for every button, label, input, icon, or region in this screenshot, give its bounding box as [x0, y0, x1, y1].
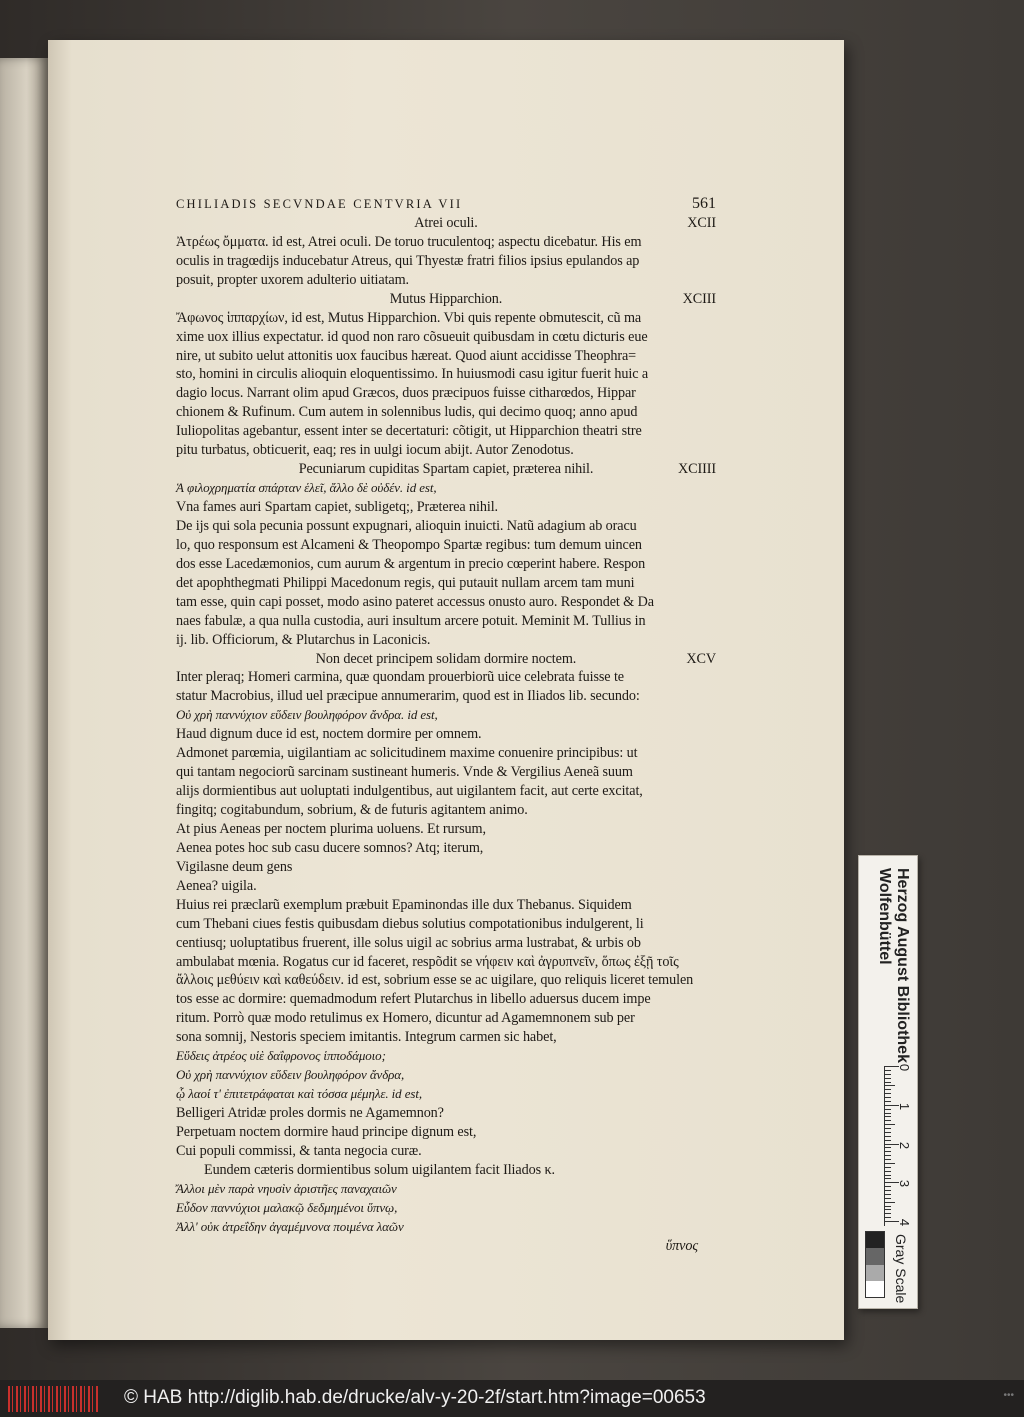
ruler-tick: [885, 1198, 891, 1199]
page-text-block: [176, 195, 716, 1256]
ruler-tick: [885, 1124, 895, 1125]
ruler-tick: [885, 1116, 891, 1117]
text-line: Cui populi commissi, & tanta negocia curæ.: [176, 1142, 422, 1159]
text-line: posuit, propter uxorem adulterio uitiatam.: [176, 271, 409, 288]
ruler-tick: [885, 1194, 891, 1195]
text-line: ᾧ λαοί τ' ἐπιτετράφαται καὶ τόσσα μέμηλε. id est,: [176, 1086, 423, 1102]
text-line: Εὗδον παννύχιοι μαλακῷ δεδμημένοι ὕπνῳ,: [176, 1199, 398, 1215]
adage-title: Mutus Hipparchion.: [389, 290, 503, 307]
text-line: sto, homini in circulis alioquin eloquentissimo. In huiusmodi casu igitur fuerit huic a: [176, 366, 649, 383]
text-line: Ἀλλ' οὐκ ἀτρεΐδην ἀγαμέμνονα ποιμένα λαῶν: [176, 1218, 404, 1234]
text-line: Vigilasne deum gens: [176, 858, 293, 875]
footer-copyright-url[interactable]: © HAB http://diglib.hab.de/drucke/alv-y-20-2f/start.htm?image=00653: [124, 1387, 706, 1408]
text-line: Εὕδεις ἀτρέος υἱὲ δαΐφρονος ἱπποδάμοιο;: [176, 1048, 386, 1064]
ruler-scale: [884, 1063, 913, 1227]
running-header: [176, 195, 716, 214]
footer-mark: •••: [1003, 1390, 1014, 1401]
ruler-tick: [885, 1074, 891, 1075]
text-line: statur Macrobius, illud uel præcipue annumerarim, quod est in Iliados lib. secundo:: [176, 688, 640, 705]
ruler-tick: [885, 1217, 891, 1218]
ruler-tick: [885, 1178, 891, 1179]
text-line: Ἀτρέως ὄμματα. id est, Atrei oculi. De toruo truculentoq; aspectu dicebatur. His em: [176, 233, 642, 250]
ruler-tick: [885, 1120, 891, 1121]
ruler-tick: [885, 1089, 891, 1090]
text-line: tos esse ac dormire: quemadmodum refert Plutarchus in libello aduersus ducem impe: [176, 991, 651, 1008]
text-line: ἄλλοις μεθύειν καὶ καθεύδειν. id est, sobrium esse se ac uigilare, quo reliquis liceret temulen: [176, 972, 694, 989]
adage-heading: [176, 650, 716, 669]
left-page-edge: [0, 58, 48, 1328]
ruler-tick-number: 3: [897, 1180, 913, 1188]
text-line: nire, ut subito uelut attonitis uox faucibus hæreat. Quod aiunt accidisse Theophra=: [176, 347, 637, 364]
adage-title: Pecuniarum cupiditas Spartam capiet, præterea nihil.: [298, 461, 594, 478]
ruler-tick: [885, 1175, 891, 1176]
text-line: Belligeri Atridæ proles dormis ne Agamemnon?: [176, 1105, 444, 1121]
ruler-tick: [885, 1147, 891, 1148]
running-title: CHILIADIS SECVNDAE CENTVRIA VII: [176, 197, 463, 211]
text-line: Iuliopolitas agebantur, essent inter se decertaturi: cõtigit, ut Hipparchion theatri stre: [176, 423, 642, 440]
ruler-tick: [885, 1132, 891, 1133]
adage-number: XCV: [686, 650, 716, 667]
text-line: Perpetuam noctem dormire haud principe dignum est,: [176, 1123, 477, 1140]
text-line: De ijs qui sola pecunia possunt expugnari, alioquin inuicti. Natũ adagium ab oracu: [176, 517, 637, 534]
ruler-tick: [885, 1128, 891, 1129]
body-lines: [176, 214, 716, 1237]
ruler-tick: [885, 1109, 891, 1110]
book-page: [48, 40, 844, 1340]
adage-heading: [176, 214, 716, 233]
adage-heading: [176, 290, 716, 309]
ruler-library-name: Herzog August Bibliothek: [894, 868, 911, 1063]
barcode-icon: [8, 1386, 98, 1412]
ruler-tick: [885, 1082, 891, 1083]
ruler-tick-number: 4: [897, 1218, 913, 1227]
text-line: ij. lib. Officiorum, & Plutarchus in Laconicis.: [176, 631, 431, 648]
text-line: Huius rei præclarũ exemplum præbuit Epaminondas ille dux Thebanus. Siquidem: [176, 896, 632, 913]
text-line: naes fabulæ, a qua nulla custodia, auri insultum arcere potuit. Meminit M. Tullius in: [176, 612, 646, 629]
text-line: Eundem cæteris dormientibus solum uigilantem facit Iliados κ.: [204, 1161, 555, 1178]
ruler-tick: [885, 1136, 891, 1137]
ruler-tick-number: 2: [897, 1141, 913, 1149]
ruler-tick: [885, 1171, 891, 1172]
ruler-tick: [885, 1213, 891, 1214]
ruler-tick: [885, 1078, 891, 1079]
text-line: ritum. Porrò quæ modo retulimus ex Homero, dicuntur ad Agamemnonem sub per: [176, 1010, 635, 1027]
ruler-city-name: Wolfenbüttel: [876, 868, 893, 965]
gray-scale-patches: [865, 1231, 885, 1298]
ruler-tick: [885, 1167, 891, 1168]
text-line: Haud dignum duce id est, noctem dormire per omnem.: [176, 726, 482, 743]
text-line: dagio locus. Narrant olim apud Græcos, duos præcipuos fuisse citharœdos, Hippar: [176, 385, 636, 402]
ruler-tick-number: 0: [897, 1063, 913, 1072]
page-number: 561: [692, 195, 716, 212]
text-line: chionem & Rufinum. Cum autem in solennibus ludis, qui decimo quoq; anno apud: [176, 404, 638, 421]
text-line: sona somnij, Nestoris speciem imitantis. Integrum carmen sic habet,: [176, 1029, 557, 1046]
text-line: pitu turbatus, obticuerit, eaq; res in uulgi iocum abijt. Autor Zenodotus.: [176, 442, 574, 459]
ruler-tick: [885, 1140, 891, 1141]
color-ruler: [858, 855, 918, 1309]
ruler-tick: [885, 1085, 895, 1086]
ruler-tick: [885, 1155, 891, 1156]
ruler-tick-number: 1: [897, 1102, 913, 1110]
text-line: dos esse Lacedæmonios, cum aurum & argentum in precio cœperint habere. Respon: [176, 555, 646, 572]
text-line: alijs dormientibus aut uoluptati indulgentibus, aut uigilantem facit, aut certe excitat,: [176, 783, 643, 800]
ruler-tick: [885, 1151, 891, 1152]
text-line: cum Thebani ciues festis quibusdam diebus solutius compotationibus indulgerent, li: [176, 915, 644, 932]
text-line: lo, quo responsum est Alcameni & Theopompo Spartæ regibus: tum demum uincen: [176, 536, 642, 553]
ruler-tick: [885, 1113, 891, 1114]
footer-bar: [0, 1380, 1024, 1417]
text-line: Οὐ χρὴ παννύχιον εὕδειν βουληφόρον ἄνδρα,: [176, 1067, 405, 1083]
text-line: Ἄφωνος ἱππαρχίων, id est, Mutus Hipparchion. Vbi quis repente obmutescit, cũ ma: [176, 309, 642, 326]
adage-number: XCIIII: [677, 461, 716, 478]
text-line: Inter pleraq; Homeri carmina, quæ quondam prouerbiorũ uice celebrata fuisse te: [176, 669, 624, 686]
adage-title: Non decet principem solidam dormire noctem.: [315, 650, 577, 667]
adage-title: Atrei oculi.: [414, 214, 478, 231]
text-line: Aenea? uigila.: [176, 877, 257, 894]
ruler-tick: [885, 1206, 891, 1207]
ruler-tick: [885, 1070, 891, 1071]
text-line: centiusq; uoluptatibus fruerent, ille solus uigil ac sobrius arma lustrabat, & urbis ob: [176, 934, 641, 951]
text-line: fingitq; cogitabundum, sobrium, & de futuris agitantem animo.: [176, 802, 528, 818]
ruler-tick: [885, 1186, 891, 1187]
ruler-tick: [885, 1159, 891, 1160]
text-line: Aenea potes hoc sub casu ducere somnos? Atq; iterum,: [176, 839, 484, 856]
ruler-tick: [885, 1097, 891, 1098]
text-line: Admonet parœmia, uigilantiam ac solicitudinem maxime conuenire principibus: ut: [176, 745, 638, 762]
gray-scale-label: Gray Scale: [893, 1234, 909, 1304]
text-line: oculis in tragœdijs inducebatur Atreus, qui Thyestæ fratri filios ipsius epulandos ap: [176, 252, 640, 269]
text-line: tam esse, quin capi posset, modo asino pateret accessus onusto auro. Respondet & Da: [176, 593, 654, 610]
text-line: det apophthegmati Philippi Macedonum regis, qui putauit nullam arcem tam muni: [176, 574, 635, 591]
text-line: Vna fames auri Spartam capiet, subligetq;, Præterea nihil.: [176, 499, 498, 515]
catchword: ὕπνος: [665, 1237, 698, 1254]
text-line: xime uox illius expectatur. id quod non raro cõsueuit quibusdam in cœtu dicturis eue: [176, 328, 648, 345]
ruler-tick: [885, 1101, 891, 1102]
ruler-tick: [885, 1163, 895, 1164]
adage-heading: [176, 460, 716, 479]
text-line: ambulabat mœnia. Rogatus cur id faceret, respõdit se νήφειν καὶ ἀγρυπνεῖν, ὅπως ἐξῇ τοῖς: [176, 953, 679, 970]
text-line: Ἄλλοι μὲν παρὰ νηυσὶν ἀριστῆες παναχαιῶν: [176, 1180, 397, 1196]
text-line: qui tantam negociorũ sarcinam sustineant humeris. Vnde & Vergilius Aeneã suum: [176, 764, 633, 781]
text-line: Οὐ χρὴ παννύχιον εὕδειν βουληφόρον ἄνδρα. id est,: [176, 707, 438, 723]
adage-number: XCII: [687, 214, 716, 231]
adage-number: XCIII: [682, 290, 716, 307]
text-line: Ἁ φιλοχρηματία σπάρταν ἑλεῖ, ἄλλο δὲ οὐδέν. id est,: [176, 480, 437, 496]
text-line: At pius Aeneas per noctem plurima uoluens. Et rursum,: [176, 820, 486, 837]
ruler-tick: [885, 1190, 891, 1191]
ruler-tick: [885, 1093, 891, 1094]
ruler-tick: [885, 1202, 895, 1203]
ruler-tick: [885, 1209, 891, 1210]
